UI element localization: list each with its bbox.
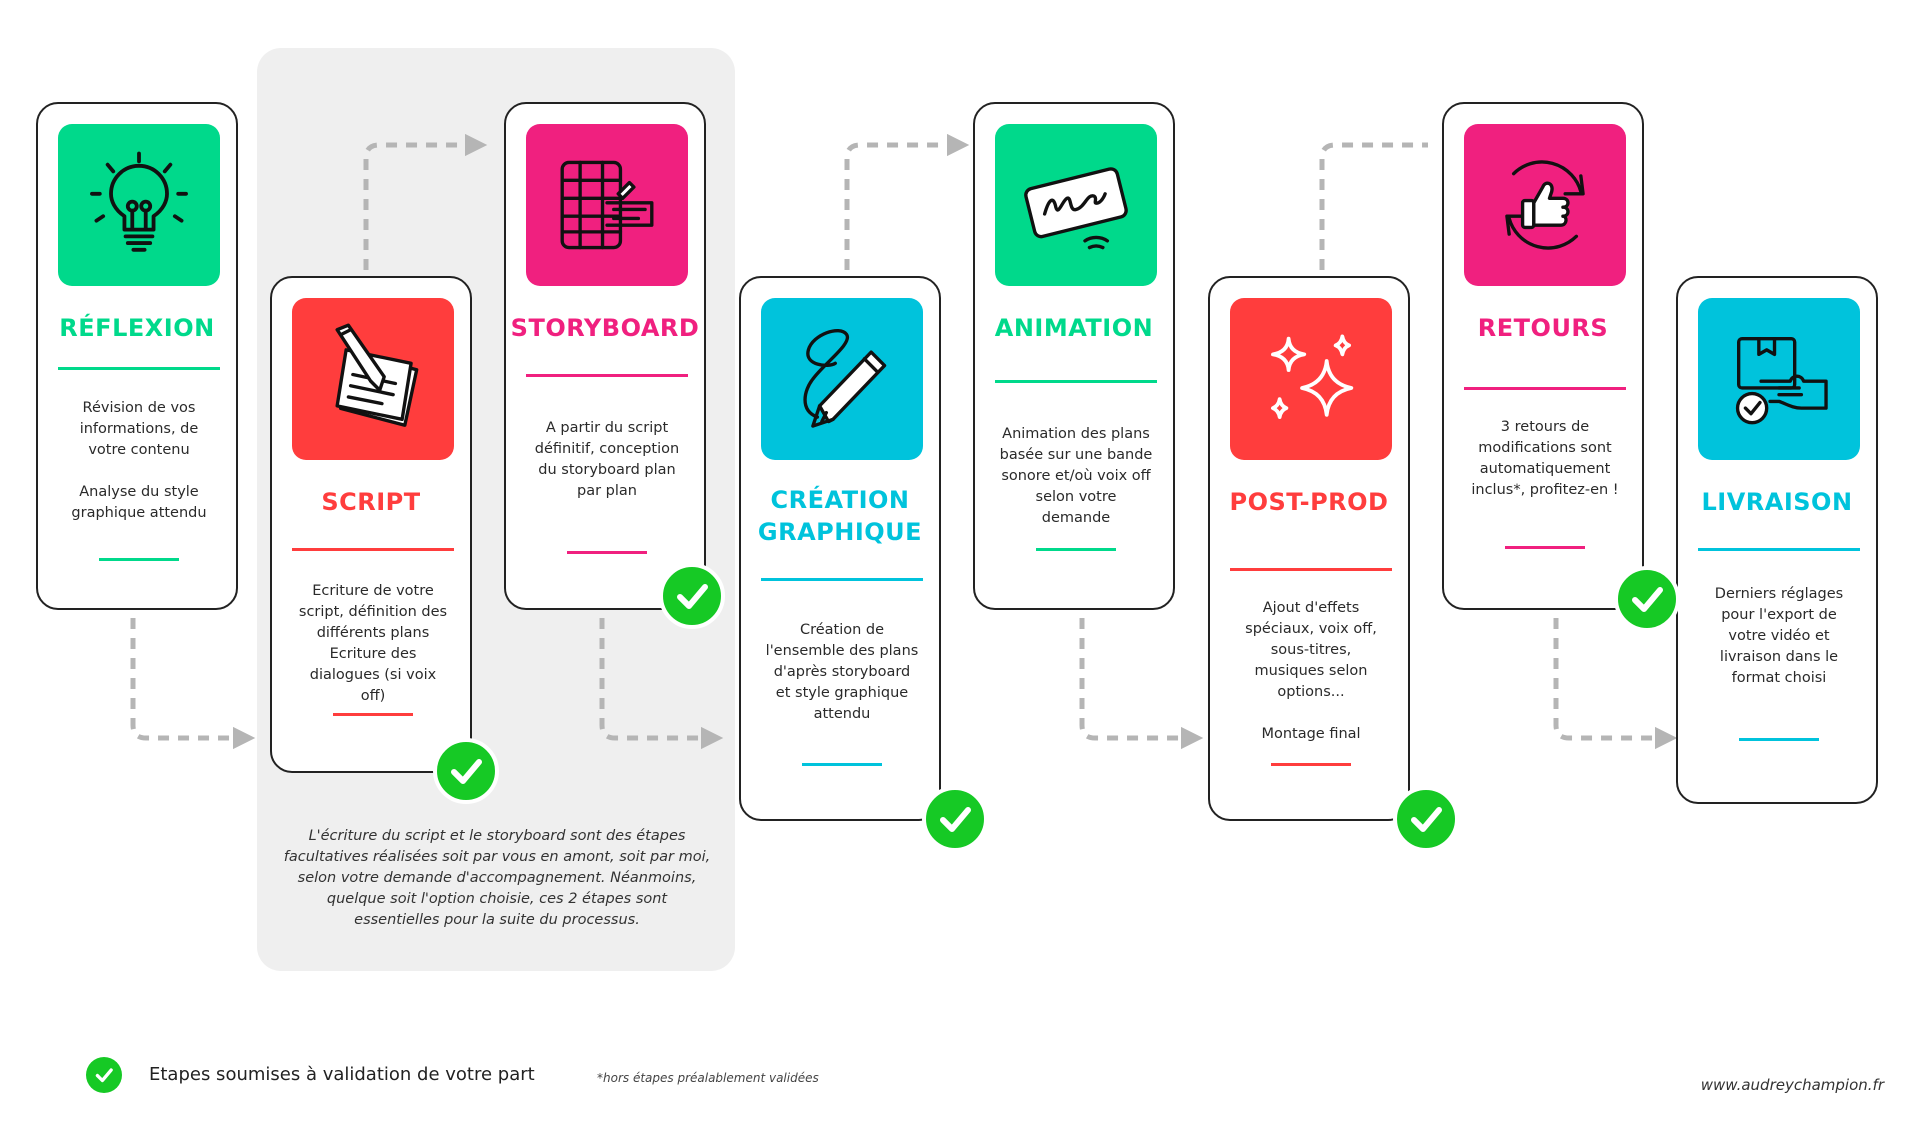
step-tile <box>1698 298 1860 460</box>
title-divider <box>761 578 923 581</box>
pencil-drawing-icon <box>786 323 898 435</box>
step-card-storyboard <box>504 102 706 610</box>
connector-retours-livraison <box>1556 618 1666 738</box>
step-tile <box>292 298 454 460</box>
step-card-post-prod <box>1208 276 1410 821</box>
thumbs-up-refresh-icon <box>1489 149 1601 261</box>
step-title: SCRIPT <box>321 488 421 516</box>
step-tile <box>995 124 1157 286</box>
step-description: 3 retours de modifications sont automatiquement inclus*, profitez-en ! <box>1471 419 1619 498</box>
step-card-reflexion <box>36 102 238 610</box>
step-title: CRÉATION GRAPHIQUE <box>757 486 923 546</box>
step-title: RETOURS <box>1477 314 1609 342</box>
bottom-divider <box>1271 763 1351 766</box>
step-description: Ajout d'effets spéciaux, voix off, sous-titres, musiques selon options... Montage final <box>1245 600 1377 742</box>
sparkles-icon <box>1255 323 1367 435</box>
storyboard-icon <box>551 149 663 261</box>
connector-script-storyboard <box>366 145 476 270</box>
step-title: ANIMATION <box>994 314 1154 342</box>
bottom-divider <box>1739 738 1819 741</box>
step-tile <box>761 298 923 460</box>
step-tile <box>526 124 688 286</box>
connector-reflexion-script <box>133 618 244 738</box>
title-divider <box>526 374 688 377</box>
validation-check-icon <box>922 786 988 852</box>
step-card-retours <box>1442 102 1644 610</box>
step-card-creation-graphique <box>739 276 941 821</box>
validation-check-icon <box>1393 786 1459 852</box>
bottom-divider <box>99 558 179 561</box>
title-divider <box>1464 387 1626 390</box>
signature-card-icon <box>1020 149 1132 261</box>
legend-label: Etapes soumises à validation de votre part <box>149 1064 535 1085</box>
validation-check-icon <box>433 738 499 804</box>
title-divider <box>1230 568 1392 571</box>
step-title: STORYBOARD <box>510 314 700 342</box>
lightbulb-icon <box>83 149 195 261</box>
step-title: POST-PROD <box>1229 488 1389 516</box>
step-description: A partir du script définitif, conception du storyboard plan par plan <box>534 420 680 499</box>
step-description: Animation des plans basée sur une bande sonore et/où voix off selon votre demande <box>999 426 1153 526</box>
website-link[interactable]: www.audreychampion.fr <box>1700 1076 1884 1094</box>
step-description: Ecriture de votre script, définition des différents plans Ecriture des dialogues (si voix off) <box>298 583 448 704</box>
step-card-animation <box>973 102 1175 610</box>
legend-footnote: *hors étapes préalablement validées <box>597 1071 819 1085</box>
step-card-script <box>270 276 472 773</box>
bottom-divider <box>1036 548 1116 551</box>
step-card-livraison <box>1676 276 1878 804</box>
connector-animation-postprod <box>1082 618 1192 738</box>
delivery-box-icon <box>1723 323 1835 435</box>
title-divider <box>292 548 454 551</box>
step-title: RÉFLEXION <box>59 314 215 342</box>
connector-postprod-retours <box>1322 145 1428 270</box>
step-description: Création de l'ensemble des plans d'après storyboard et style graphique attendu <box>765 622 919 722</box>
connector-storyboard-creation <box>602 618 712 738</box>
notepad-pencil-icon <box>317 323 429 435</box>
bottom-divider <box>1505 546 1585 549</box>
title-divider <box>995 380 1157 383</box>
connector-creation-animation <box>847 145 958 270</box>
step-tile <box>58 124 220 286</box>
legend-check-icon <box>86 1057 122 1093</box>
validation-check-icon <box>659 563 725 629</box>
step-description: Révision de vos informations, de votre contenu Analyse du style graphique attendu <box>71 400 207 521</box>
step-title: LIVRAISON <box>1701 488 1853 516</box>
bottom-divider <box>802 763 882 766</box>
title-divider <box>1698 548 1860 551</box>
title-divider <box>58 367 220 370</box>
bottom-divider <box>567 551 647 554</box>
step-tile <box>1230 298 1392 460</box>
step-tile <box>1464 124 1626 286</box>
optional-steps-note: L'écriture du script et le storyboard sont des étapes facultatives réalisées soit par vous en amont, soit par moi, selon votre demande d'accompagnement. Néanmoins, quelque soit l'option choisie, ces 2 étapes sont essentielles pour la suite du processus. <box>283 828 711 928</box>
bottom-divider <box>333 713 413 716</box>
step-description: Derniers réglages pour l'export de votre vidéo et livraison dans le format choisi <box>1714 586 1844 686</box>
validation-check-icon <box>1614 566 1680 632</box>
